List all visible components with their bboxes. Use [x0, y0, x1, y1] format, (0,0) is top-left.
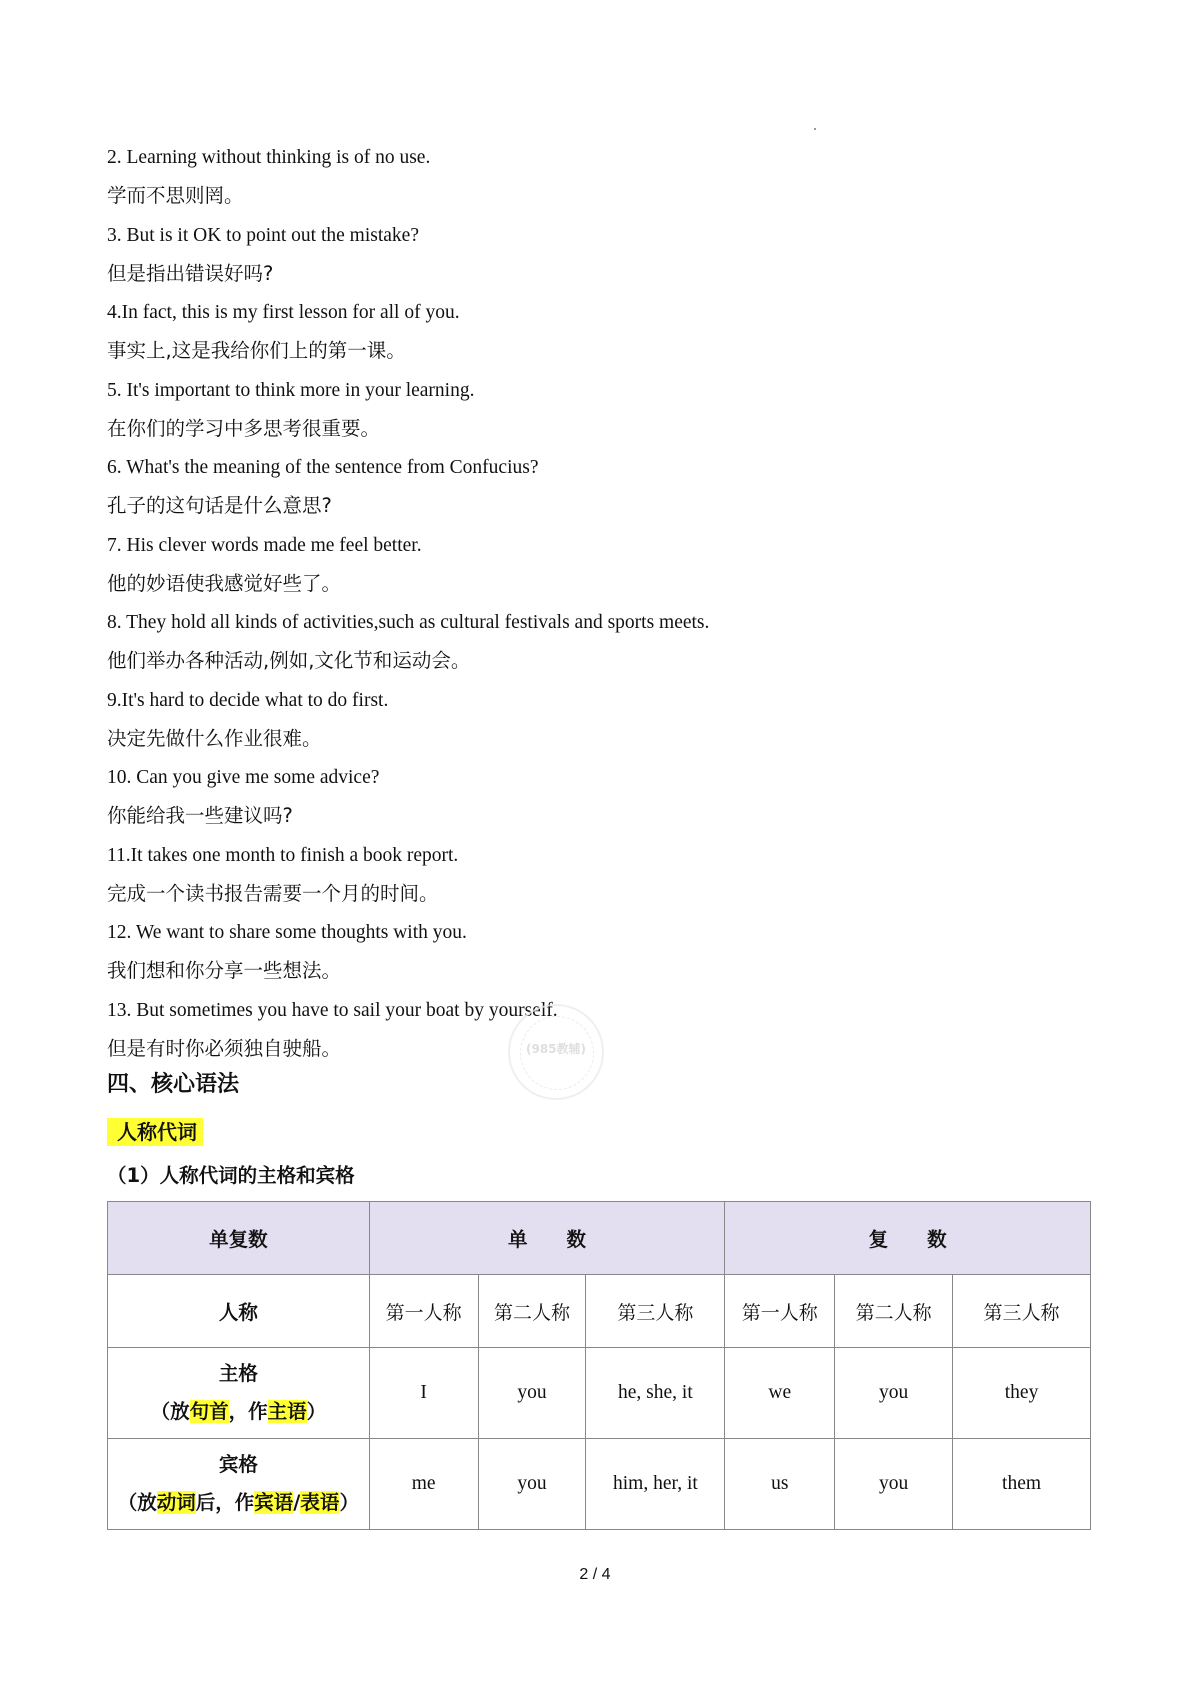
topic-label: 人称代词	[107, 1118, 203, 1146]
highlighted-keyword: 句首	[189, 1400, 229, 1423]
english-sentence: 5. It's important to think more in your learning.	[107, 379, 475, 401]
pronoun-cell: he, she, it	[586, 1348, 725, 1439]
pronoun-cell: him, her, it	[586, 1439, 725, 1530]
note-text: 后，作	[195, 1491, 255, 1514]
chinese-translation: 但是有时你必须独自驶船。	[107, 1036, 342, 1060]
pronoun-cell: we	[725, 1348, 835, 1439]
highlighted-keyword: 动词	[156, 1491, 196, 1514]
page-number: 2 / 4	[579, 1566, 611, 1583]
pronoun-cell: they	[953, 1348, 1091, 1439]
chinese-translation: 你能给我一些建议吗?	[107, 804, 293, 827]
person-cell: 第一人称	[369, 1275, 478, 1348]
english-sentence: 3. But is it OK to point out the mistake?	[107, 224, 419, 246]
chinese-translation: 他的妙语使我感觉好些了。	[107, 571, 342, 595]
english-sentence: 2. Learning without thinking is of no use.	[107, 147, 431, 168]
watermark-stamp	[508, 1004, 604, 1100]
object-case-label	[108, 1439, 370, 1530]
pronoun-cell: us	[725, 1439, 835, 1530]
chinese-translation: 在你们的学习中多思考很重要。	[107, 416, 381, 440]
person-cell: 第三人称	[953, 1275, 1091, 1348]
pronoun-cell: you	[478, 1439, 586, 1530]
subject-case-title: 主格	[218, 1362, 258, 1385]
person-row	[108, 1275, 1091, 1348]
note-text: （放	[150, 1400, 190, 1423]
pronoun-cell: you	[478, 1348, 586, 1439]
person-cell: 第二人称	[478, 1275, 586, 1348]
english-sentence: 7. His clever words made me feel better.	[107, 534, 422, 556]
english-sentence: 4.In fact, this is my first lesson for all of you.	[107, 302, 460, 323]
sentence-item	[107, 371, 1007, 449]
english-sentence: 6. What's the meaning of the sentence from Confucius?	[107, 457, 539, 478]
english-sentence: 11.It takes one month to finish a book report.	[107, 844, 459, 866]
chinese-translation: 他们举办各种活动,例如,文化节和运动会。	[107, 649, 471, 672]
sentence-item	[107, 681, 1007, 759]
pronoun-table	[107, 1201, 1091, 1530]
subject-case-label	[108, 1348, 370, 1439]
pronoun-cell: me	[369, 1439, 478, 1530]
chinese-translation: 但是指出错误好吗?	[107, 261, 274, 285]
table-header-row	[108, 1202, 1091, 1275]
sentence-list	[107, 138, 1007, 1068]
note-text: ）	[339, 1491, 359, 1514]
chinese-translation: 孔子的这句话是什么意思?	[107, 494, 332, 517]
person-label: 人称	[108, 1275, 370, 1348]
table-subtitle: （1）人称代词的主格和宾格	[107, 1164, 355, 1187]
english-sentence: 12. We want to share some thoughts with you.	[107, 922, 467, 943]
sentence-item	[107, 526, 1007, 604]
sentence-item	[107, 603, 1007, 681]
person-cell: 第二人称	[835, 1275, 953, 1348]
english-sentence: 13. But sometimes you have to sail your boat by yourself.	[107, 999, 558, 1021]
object-case-row	[108, 1439, 1091, 1530]
sentence-item	[107, 913, 1007, 991]
chinese-translation: 完成一个读书报告需要一个月的时间。	[107, 881, 439, 905]
highlighted-keyword: 宾语	[254, 1491, 294, 1514]
watermark-text: (985教辅)	[525, 1042, 587, 1056]
sentence-item	[107, 216, 1007, 294]
note-text: /	[293, 1491, 301, 1514]
english-sentence: 8. They hold all kinds of activities,such as cultural festivals and sports meets.	[107, 612, 710, 633]
subject-case-note	[108, 1393, 369, 1431]
person-cell: 第一人称	[725, 1275, 835, 1348]
english-sentence: 10. Can you give me some advice?	[107, 767, 380, 788]
sentence-item	[107, 836, 1007, 914]
stray-dot	[814, 128, 816, 130]
pronoun-cell: them	[953, 1439, 1091, 1530]
header-singular: 单 数	[369, 1202, 725, 1275]
note-text: ）	[306, 1400, 327, 1423]
highlighted-keyword: 主语	[267, 1400, 307, 1423]
header-number-label: 单复数	[108, 1202, 370, 1275]
chinese-translation: 学而不思则罔。	[107, 184, 244, 207]
sentence-item	[107, 448, 1007, 526]
chinese-translation: 事实上,这是我给你们上的第一课。	[107, 339, 406, 362]
english-sentence: 9.It's hard to decide what to do first.	[107, 689, 389, 711]
sentence-item	[107, 293, 1007, 371]
sentence-item	[107, 758, 1007, 836]
header-plural: 复 数	[725, 1202, 1091, 1275]
highlighted-keyword: 表语	[300, 1491, 340, 1514]
pronoun-cell: you	[835, 1348, 953, 1439]
note-text: （放	[117, 1491, 157, 1514]
chinese-translation: 我们想和你分享一些想法。	[107, 959, 342, 982]
chinese-translation: 决定先做什么作业很难。	[107, 726, 322, 750]
section-title: 四、核心语法	[107, 1072, 240, 1097]
pronoun-cell: you	[835, 1439, 953, 1530]
note-text: ，作	[228, 1400, 268, 1423]
pronoun-cell: I	[369, 1348, 478, 1439]
sentence-item	[107, 138, 1007, 216]
subject-case-row	[108, 1348, 1091, 1439]
object-case-note	[108, 1484, 369, 1522]
object-case-title: 宾格	[218, 1453, 258, 1476]
person-cell: 第三人称	[586, 1275, 725, 1348]
